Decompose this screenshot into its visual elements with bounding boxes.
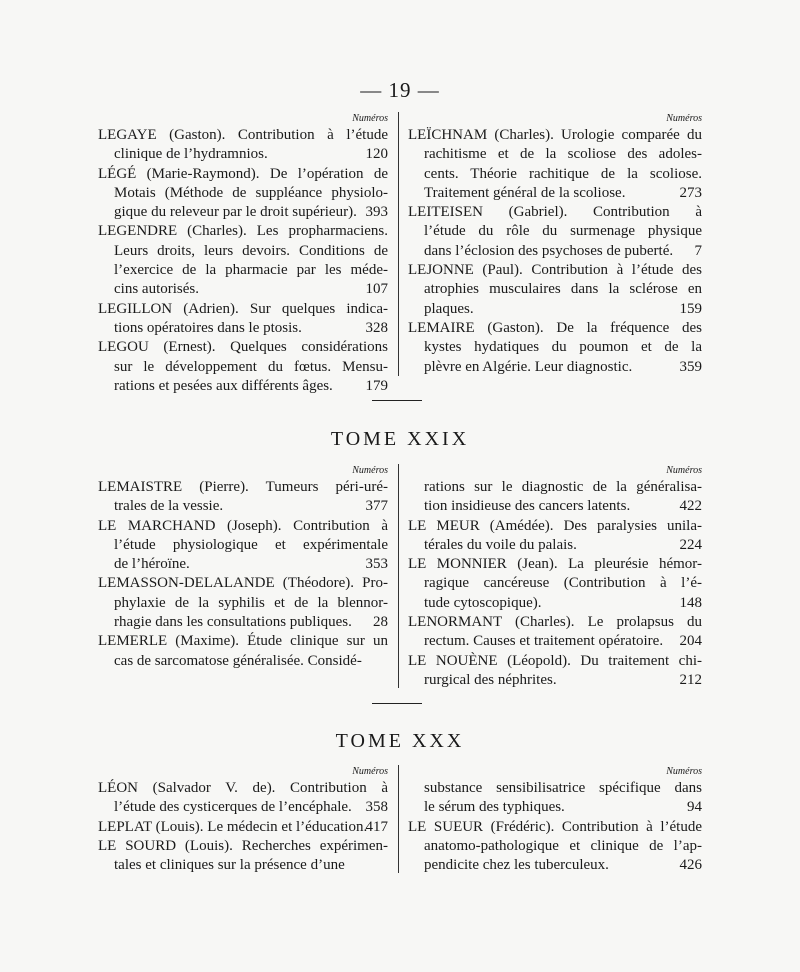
entry-number: 393 <box>365 204 388 221</box>
entry-text-line: l’étude du rôle du surmenage physique <box>424 223 702 240</box>
thesis-entry <box>98 632 388 671</box>
entry-text-line: rations sur le diagnostic de la généralisa- <box>424 479 702 495</box>
entry-text-line: clinique de l’hydramnios. <box>114 146 268 163</box>
thesis-entry <box>408 203 702 261</box>
entry-text-line: sur le développement du fœtus. Mensu- <box>114 358 388 375</box>
entry-text-line: dans l’éclosion des psychoses de puberté. <box>424 242 674 259</box>
entry-text-line: LEMASSON-DELALANDE (Théodore). Pro- <box>98 575 388 592</box>
entry-text-line: tion insidieuse des cancers latents. <box>424 498 631 515</box>
tome-title: TOME XXX <box>335 730 465 752</box>
numeros-header: Numéros <box>666 113 702 124</box>
entry-text-line: tude cytoscopique). <box>424 594 542 611</box>
entry-text-line: anatomo-pathologique et clinique de l’ap- <box>424 837 702 854</box>
entry-text-line: trales de la vessie. <box>114 498 224 515</box>
entry-text-line: phylaxie de la syphilis et de la blennor- <box>114 594 388 611</box>
right-column <box>408 464 702 690</box>
entry-text-line: cins autorisés. <box>114 281 199 298</box>
entry-number: 212 <box>679 671 702 688</box>
left-column <box>98 765 388 875</box>
entry-text-line: LEÏCHNAM (Charles). Urologie comparée du <box>408 127 702 143</box>
entry-number: 120 <box>365 146 388 163</box>
column-divider <box>398 765 399 873</box>
entry-number: 179 <box>365 377 388 394</box>
right-column <box>408 112 702 377</box>
entry-number: 148 <box>679 594 702 611</box>
entry-text-line: rectum. Causes et traitement opératoire. <box>424 633 664 650</box>
entry-number: 353 <box>365 556 388 573</box>
thesis-entry <box>98 574 388 632</box>
entry-text-line: atrophies musculaires dans la sclérose en <box>424 281 702 298</box>
entry-text-line: plaques. <box>424 300 474 317</box>
section-rule <box>372 703 422 704</box>
entry-text-line: LE MEUR (Amédée). Des paralysies unila- <box>408 517 702 534</box>
thesis-entry <box>98 126 388 165</box>
numeros-header: Numéros <box>352 766 388 777</box>
entry-text-line: LEGILLON (Adrien). Sur quelques indica- <box>98 300 388 317</box>
entry-number: 328 <box>365 319 388 336</box>
left-column <box>98 112 388 396</box>
entry-number: 107 <box>365 281 388 298</box>
entry-text-line: l’exercice de la pharmacie par les méde- <box>114 262 388 279</box>
thesis-entry <box>98 818 388 837</box>
thesis-entry <box>98 837 388 876</box>
entry-text-line: LEGAYE (Gaston). Contribution à l’étude <box>98 127 388 143</box>
entry-text-line: l’étude des cysticerques de l’encéphale. <box>114 799 352 816</box>
entry-number: 426 <box>679 857 702 874</box>
thesis-entry <box>408 818 702 876</box>
tome-title: TOME XXIX <box>330 428 470 450</box>
entry-number: 224 <box>679 536 702 553</box>
entry-number: 204 <box>679 633 702 650</box>
entry-text-line: LENORMANT (Charles). Le prolapsus du <box>408 614 702 631</box>
entry-text-line: Motais (Méthode de suppléance physiolo- <box>114 184 388 201</box>
entry-text-line: gique du releveur par le droit supérieur). <box>114 204 357 221</box>
entry-text-line: tions opératoires dans le ptosis. <box>114 319 302 336</box>
numeros-header: Numéros <box>352 113 388 124</box>
thesis-entry <box>98 517 388 575</box>
section-rule <box>372 400 422 401</box>
entry-text-line: LE SOURD (Louis). Recherches expérimen- <box>98 837 388 854</box>
thesis-entry <box>408 652 702 691</box>
entry-text-line: LE NOUÈNE (Léopold). Du traitement chi- <box>408 652 702 669</box>
entry-text-line: LE SUEUR (Frédéric). Contribution à l’étude <box>408 818 702 835</box>
thesis-entry <box>98 779 388 818</box>
entry-text-line: térales du voile du palais. <box>424 536 577 553</box>
entry-number: 273 <box>679 184 702 201</box>
entry-text-line: LE MONNIER (Jean). La pleurésie hémor- <box>408 556 702 573</box>
entry-text-line: de l’héroïne. <box>114 556 190 573</box>
numeros-header: Numéros <box>666 465 702 476</box>
entry-text-line: Leurs droits, leurs devoirs. Conditions de <box>114 242 388 259</box>
thesis-entry <box>408 319 702 377</box>
thesis-entry <box>408 779 702 818</box>
thesis-entry <box>98 165 388 223</box>
entry-text-line: LEMERLE (Maxime). Étude clinique sur un <box>98 633 388 650</box>
entry-text-line: LEJONNE (Paul). Contribution à l’étude des <box>408 262 702 279</box>
entry-text-line: cas de sarcomatose généralisée. Considé- <box>114 652 362 669</box>
entry-text-line: LEGOU (Ernest). Quelques considérations <box>98 339 388 356</box>
entry-text-line: l’étude physiologique et expérimentale <box>114 536 388 553</box>
thesis-entry <box>408 613 702 652</box>
entry-text-line: rations et pesées aux différents âges. <box>114 377 333 394</box>
thesis-entry <box>408 517 702 556</box>
thesis-entry <box>408 261 702 319</box>
entry-text-line: plèvre en Algérie. Leur diagnostic. <box>424 358 633 375</box>
entry-number: 358 <box>365 799 388 816</box>
entry-text-line: rurgical des néphrites. <box>424 671 557 688</box>
entry-text-line: LÉGÉ (Marie-Raymond). De l’opération de <box>98 165 388 182</box>
entry-text-line: tales et cliniques sur la présence d’une <box>114 857 345 874</box>
entry-text-line: LÉON (Salvador V. de). Contribution à <box>98 780 388 796</box>
entry-text-line: le sérum des typhiques. <box>424 799 565 816</box>
column-divider <box>398 112 399 376</box>
entry-text-line: rhagie dans les consultations publiques. <box>114 614 352 631</box>
entry-number: 417 <box>365 818 388 835</box>
thesis-entry <box>408 478 702 517</box>
entry-number: 28 <box>373 614 388 631</box>
numeros-header: Numéros <box>666 766 702 777</box>
entry-text-line: LEGENDRE (Charles). Les propharmaciens. <box>98 223 388 240</box>
thesis-entry <box>408 555 702 613</box>
entry-text-line: cents. Théorie rachitique de la scoliose. <box>424 165 702 182</box>
entry-number: 7 <box>694 242 702 259</box>
entry-number: 422 <box>679 498 702 515</box>
entry-number: 359 <box>679 358 702 375</box>
entry-text-line: LEMAIRE (Gaston). De la fréquence des <box>408 319 702 336</box>
entry-text-line: LEITEISEN (Gabriel). Contribution à <box>408 204 702 221</box>
entry-text-line: rachitisme et de la scoliose des adoles- <box>424 146 702 163</box>
entry-text-line: ragique cancéreuse (Contribution à l’é- <box>424 575 702 592</box>
page-number: — 19 — <box>360 78 440 102</box>
entry-text-line: substance sensibilisatrice spécifique dans <box>424 780 702 796</box>
column-divider <box>398 464 399 688</box>
thesis-entry <box>98 338 388 396</box>
entry-text-line: kystes hydatiques du poumon et de la <box>424 339 702 356</box>
entry-text-line: LEPLAT (Louis). Le médecin et l’éducation. <box>98 818 368 835</box>
thesis-entry <box>98 300 388 339</box>
left-column <box>98 464 388 671</box>
entry-number: 377 <box>365 498 388 515</box>
entry-text-line: LE MARCHAND (Joseph). Contribution à <box>98 517 388 534</box>
thesis-entry <box>98 478 388 517</box>
entry-text-line: Traitement général de la scoliose. <box>424 184 626 201</box>
entry-text-line: pendicite chez les tuberculeux. <box>424 857 609 874</box>
thesis-entry <box>98 222 388 299</box>
numeros-header: Numéros <box>352 465 388 476</box>
entry-number: 159 <box>679 300 702 317</box>
entry-text-line: LEMAISTRE (Pierre). Tumeurs péri-uré- <box>98 479 388 495</box>
right-column <box>408 765 702 875</box>
thesis-entry <box>408 126 702 203</box>
entry-number: 94 <box>687 799 702 816</box>
